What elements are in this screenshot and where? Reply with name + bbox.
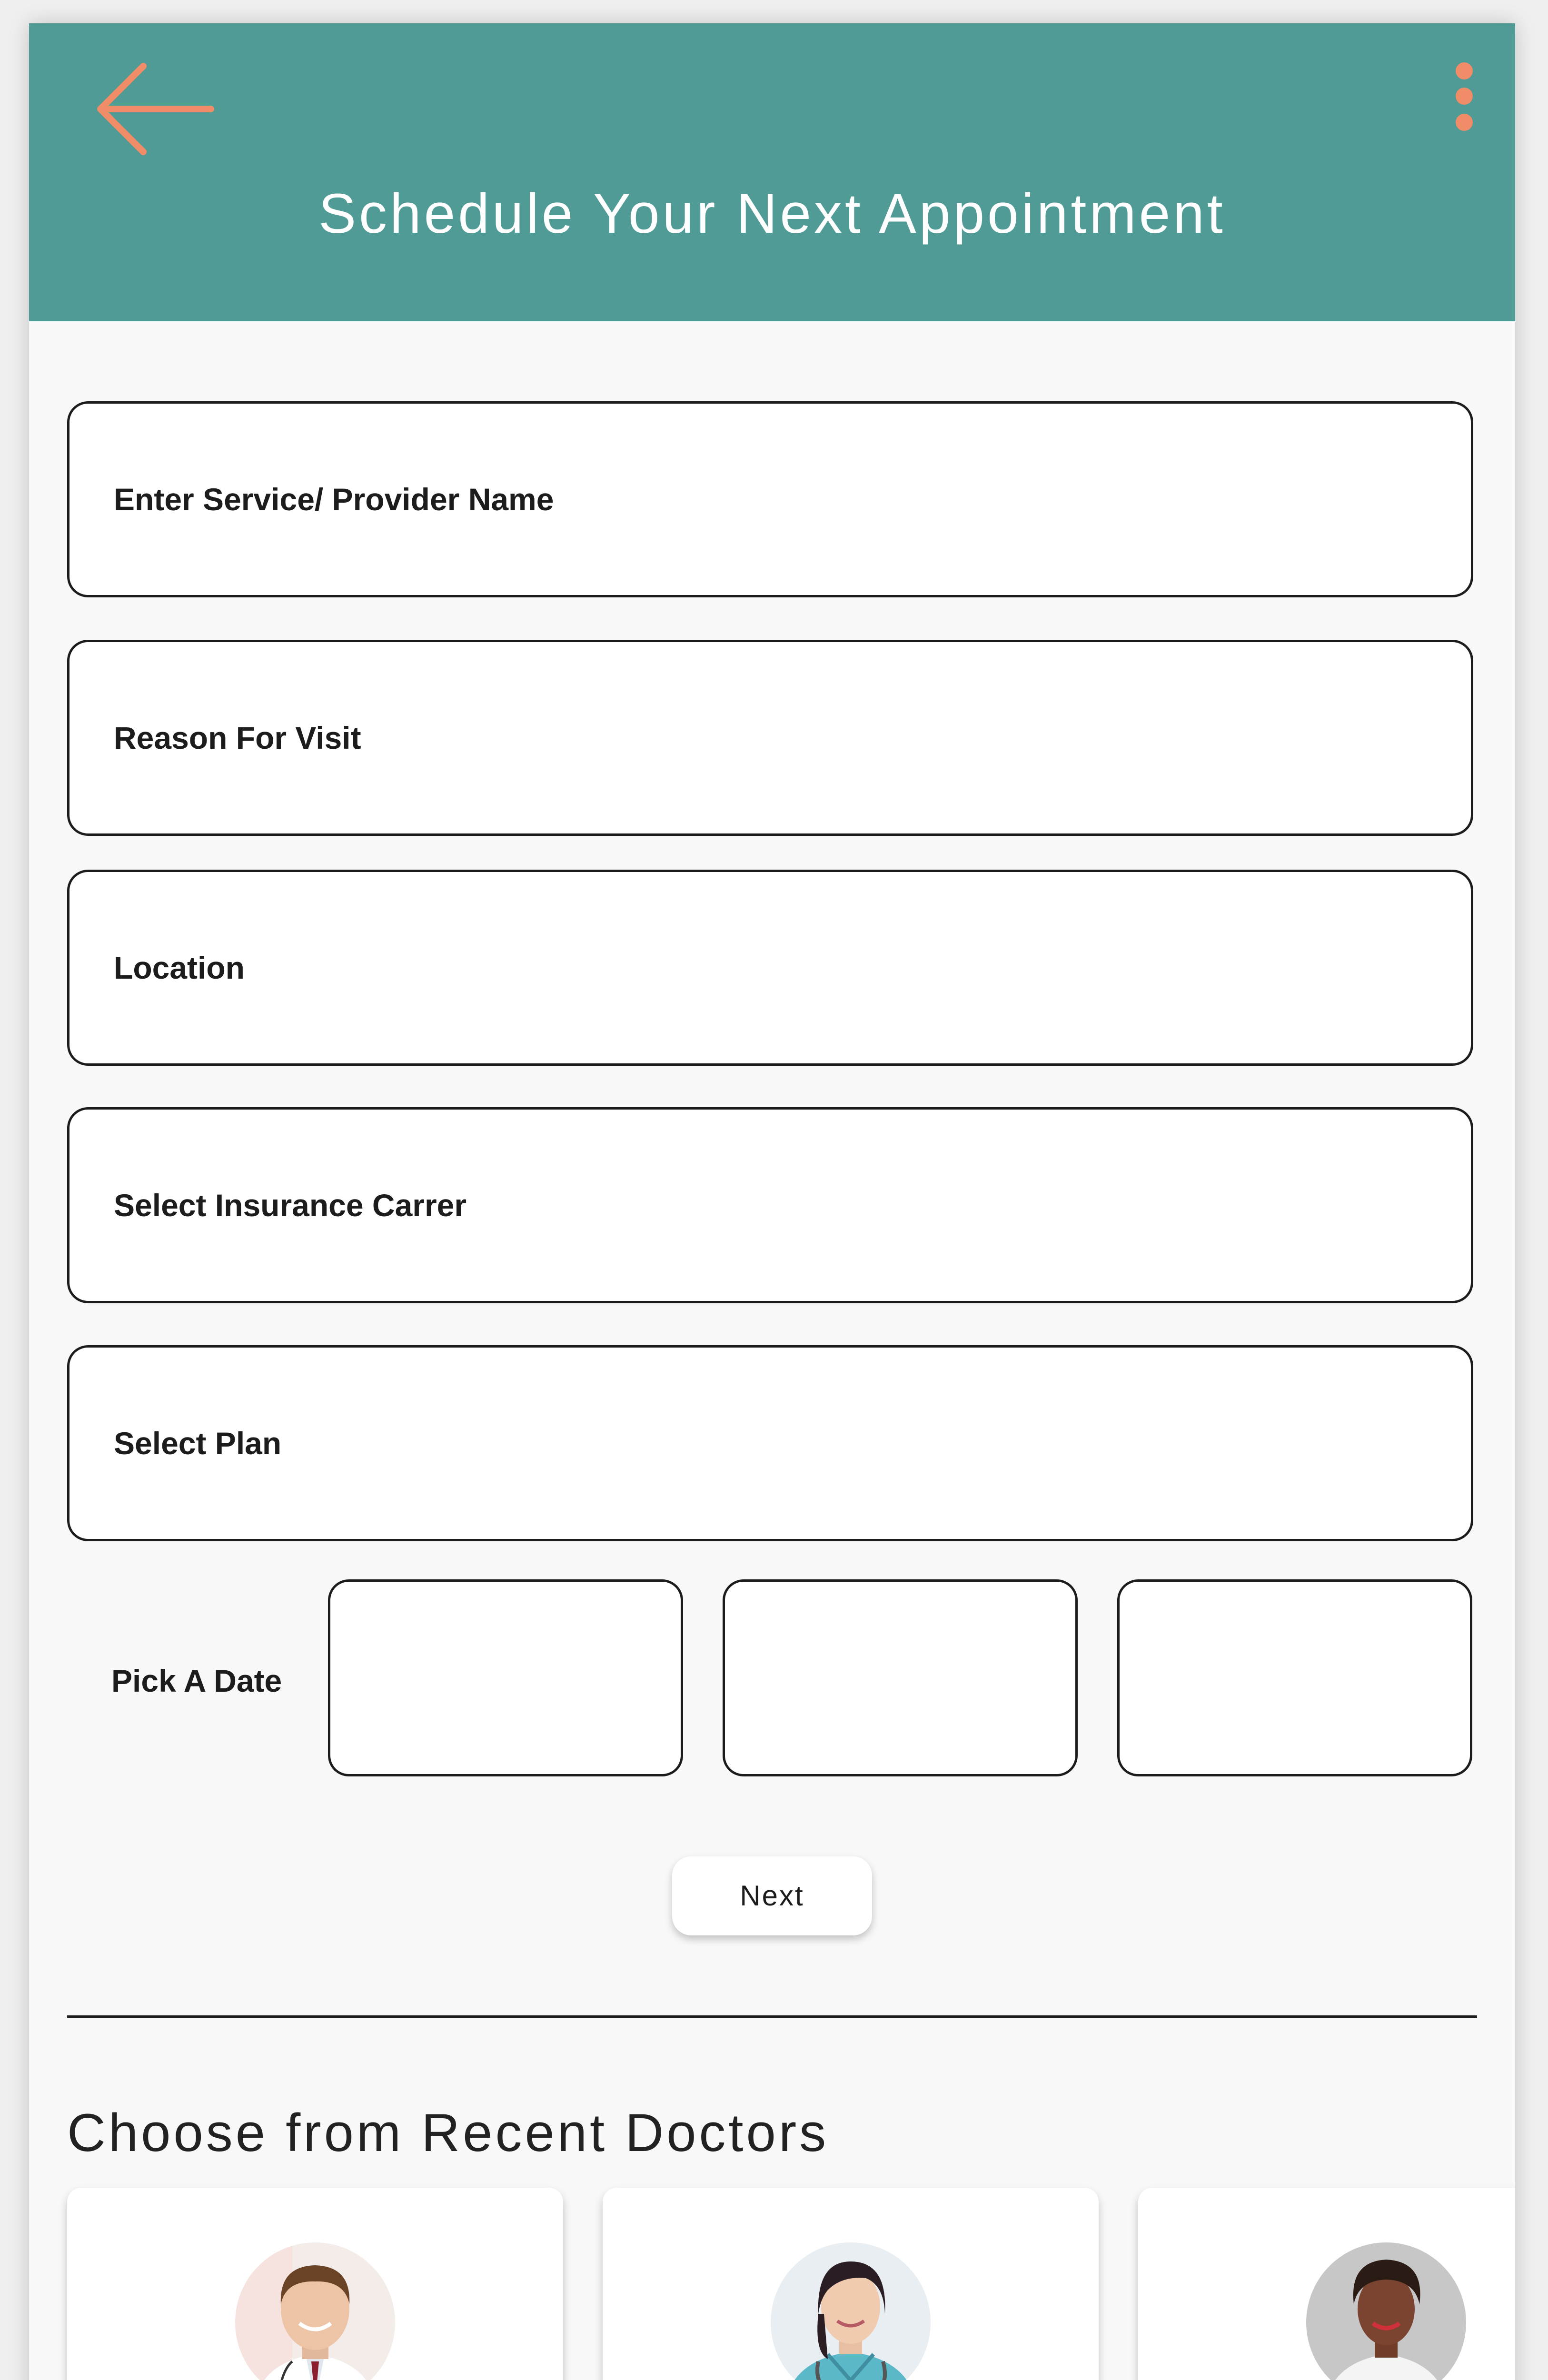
more-vertical-icon (1448, 61, 1481, 166)
service-provider-field[interactable] (67, 401, 1473, 597)
reason-for-visit-field[interactable] (67, 640, 1473, 836)
doctor-card[interactable] (603, 2188, 1099, 2380)
service-provider-label: Enter Service/ Provider Name (114, 482, 554, 517)
date-day-field[interactable] (723, 1579, 1078, 1776)
doctor-card[interactable] (1138, 2188, 1515, 2380)
back-button[interactable] (91, 57, 215, 161)
location-label: Location (114, 950, 245, 985)
pick-date-label: Pick A Date (111, 1663, 282, 1698)
plan-field[interactable] (67, 1345, 1473, 1541)
insurance-carrier-label: Select Insurance Carrer (114, 1188, 467, 1223)
location-field[interactable] (67, 870, 1473, 1066)
recent-doctors-title: Choose from Recent Doctors (67, 2103, 829, 2162)
page-title: Schedule Your Next Appointment (318, 182, 1226, 245)
app-header (29, 23, 1515, 321)
reason-for-visit-label: Reason For Visit (114, 720, 361, 755)
doctor-card[interactable] (67, 2188, 563, 2380)
doctor-avatar (235, 2242, 395, 2380)
next-button[interactable]: Next (672, 1856, 872, 1935)
more-options-button[interactable] (1448, 61, 1481, 166)
section-divider (67, 2015, 1477, 2018)
plan-label: Select Plan (114, 1426, 282, 1461)
phone-screen (29, 23, 1515, 2380)
date-year-field[interactable] (1117, 1579, 1472, 1776)
arrow-left-icon (91, 57, 215, 161)
insurance-carrier-field[interactable] (67, 1107, 1473, 1303)
date-month-field[interactable] (328, 1579, 683, 1776)
doctor-avatar (771, 2242, 931, 2380)
doctor-avatar (1306, 2242, 1466, 2380)
